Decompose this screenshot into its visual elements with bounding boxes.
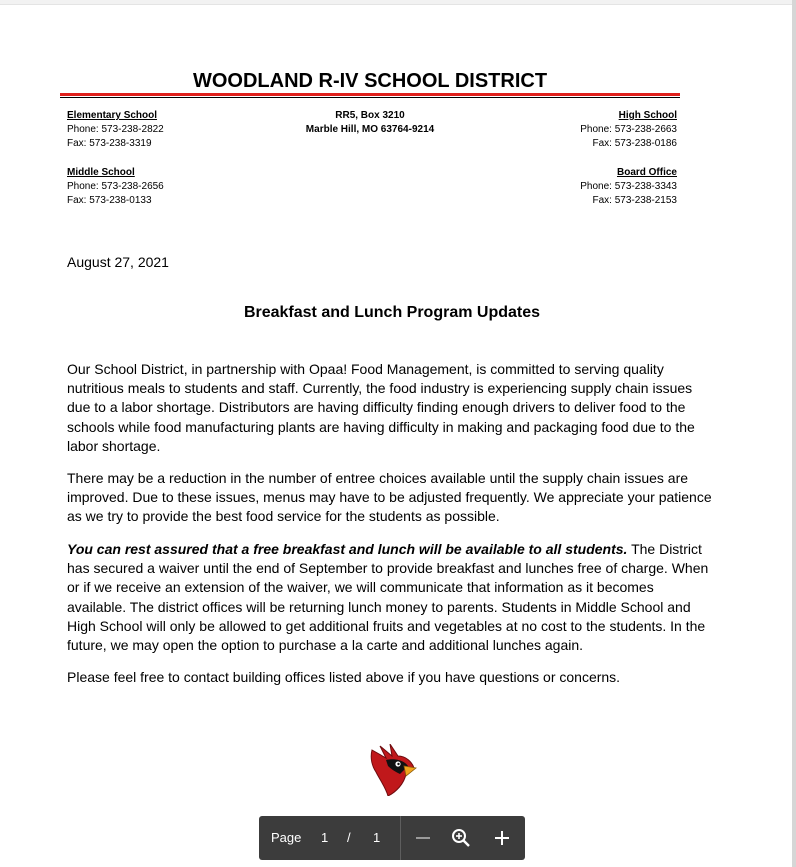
office-name: High School bbox=[618, 110, 677, 121]
paragraph-1: Our School District, in partnership with Opaa! Food Management, is committed to serving quality nutritious meals to students and staff. Currently, the food industry is experiencing supply chain issues due to a labor shortage. Distributors are having difficulty finding enough drivers to deliver food to the schools while food manufacturing plants are having difficulty in making and packaging food due to the labor shortage. bbox=[67, 361, 695, 454]
office-fax: Fax: 573-238-0133 bbox=[67, 195, 152, 206]
office-phone: Phone: 573-238-2656 bbox=[67, 181, 164, 192]
office-name: Middle School bbox=[67, 167, 135, 178]
paragraph-3 bbox=[67, 540, 712, 655]
office-fax: Fax: 573-238-0186 bbox=[592, 138, 677, 149]
board-office-contact bbox=[580, 166, 677, 208]
office-name: Board Office bbox=[616, 167, 677, 178]
paragraph-4: Please feel free to contact building offices listed above if you have questions or concerns. bbox=[67, 669, 621, 685]
page-navigation-bar bbox=[259, 816, 525, 860]
letter-date: August 27, 2021 bbox=[67, 254, 169, 270]
paragraph-3-text: The District has secured a waiver until the end of September to provide breakfast and lunches free of charge. When or if we receive an extension of the waiver, we will communicate that information as it becomes available. The district offices will be returning lunch money to parents. Students in Middle School and High School will only be allowed to get additional fruits and vegetables at no cost to the students. In the future, we may open the option to purchase a la carte and additional lunches again. bbox=[67, 541, 709, 654]
high-school-contact bbox=[580, 109, 677, 151]
paragraph-3-emphasis: You can rest assured that a free breakfast and lunch will be available to all students. bbox=[67, 541, 628, 557]
total-pages: 1 bbox=[373, 830, 381, 845]
office-name: Elementary School bbox=[67, 110, 158, 121]
cardinal-mascot-icon bbox=[366, 744, 418, 796]
district-title: WOODLAND R-IV SCHOOL DISTRICT bbox=[192, 70, 548, 92]
pager-divider bbox=[400, 816, 401, 860]
elementary-school-contact bbox=[67, 109, 164, 151]
minus-icon[interactable] bbox=[411, 826, 435, 850]
office-phone: Phone: 573-238-2822 bbox=[67, 124, 164, 135]
address-line-2: Marble Hill, MO 63764-9214 bbox=[305, 124, 435, 135]
office-phone: Phone: 573-238-3343 bbox=[580, 181, 677, 192]
district-address bbox=[270, 109, 470, 137]
page-separator: / bbox=[347, 830, 351, 845]
letterhead-red-rule bbox=[60, 93, 680, 96]
page-label: Page bbox=[271, 830, 302, 845]
address-line-1: RR5, Box 3210 bbox=[335, 110, 405, 121]
scrollbar[interactable] bbox=[792, 0, 796, 867]
office-phone: Phone: 573-238-2663 bbox=[580, 124, 677, 135]
office-fax: Fax: 573-238-3319 bbox=[67, 138, 152, 149]
letter-heading: Breakfast and Lunch Program Updates bbox=[243, 304, 541, 321]
current-page-input[interactable]: 1 bbox=[321, 830, 329, 845]
paragraph-2: There may be a reduction in the number of entree choices available until the supply chain issues are improved. Due to these issues, menus may have to be adjusted frequently. We appreciate your patience as we try to provide the best food service for the students as possible. bbox=[67, 470, 712, 525]
plus-icon[interactable] bbox=[490, 826, 514, 850]
office-fax: Fax: 573-238-2153 bbox=[592, 195, 677, 206]
middle-school-contact bbox=[67, 166, 164, 208]
letterhead-black-rule bbox=[60, 97, 680, 98]
zoom-magnifier-icon[interactable] bbox=[449, 826, 473, 850]
